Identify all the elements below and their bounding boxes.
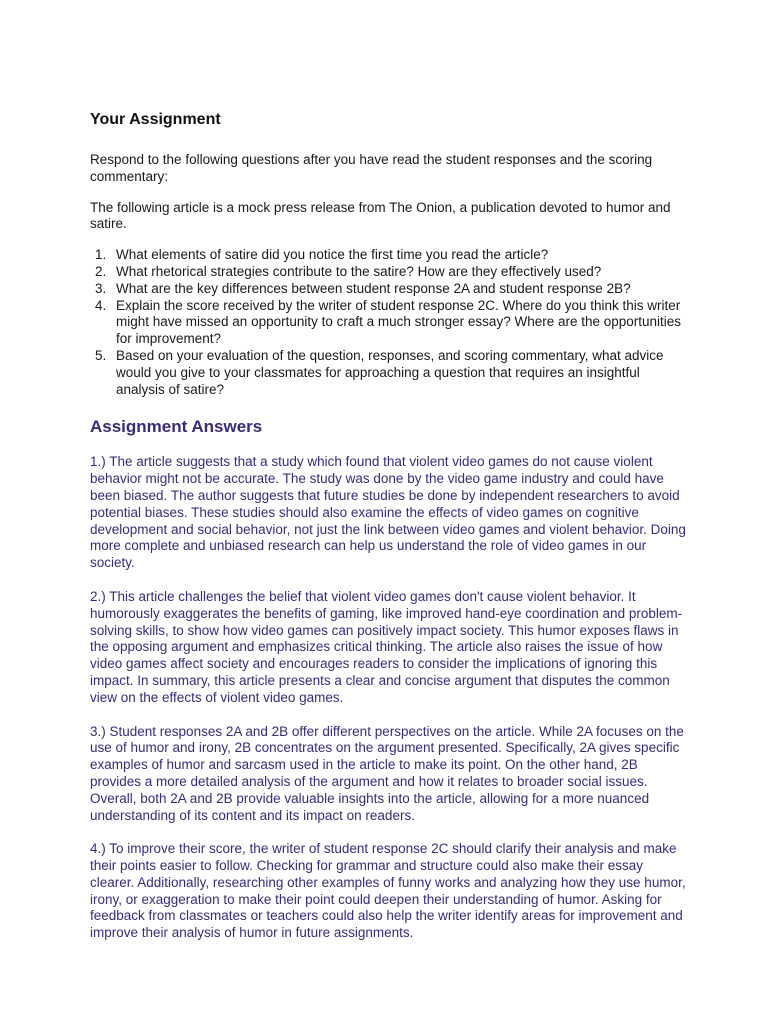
answers-heading: Assignment Answers (90, 417, 263, 437)
assignment-heading: Your Assignment (90, 111, 221, 128)
answer-paragraph: 1.) The article suggests that a study which found that violent video games do not cause violent behavior might not be accurate. The study was done by the video game industry and could have been biased. The author suggests that future studies be done by independent researchers to avoid potential biases. These studies should also examine the effects of video games on cognitive development and social behavior, not just the link between video games and violent behavior. Doing more complete and unbiased research can help us understand the role of video games in our society. (90, 454, 686, 571)
list-item: 4. Explain the score received by the writer of student response 2C. Where do you think this writer might have missed an opportunity to craft a much stronger essay? Where are the opportunities for improvement? (110, 298, 690, 348)
list-item: 5. Based on your evaluation of the question, responses, and scoring commentary, what advice would you give to your classmates for approaching a question that requires an insightful analysis of satire? (110, 348, 690, 398)
answer-paragraph: 2.) This article challenges the belief that violent video games don't cause violent behavior. It humorously exaggerates the benefits of gaming, like improved hand-eye coordination and problem-solving skills, to show how video games can positively impact society. This humor exposes flaws in the opposing argument and emphasizes critical thinking. The article also raises the issue of how video games affect society and encourages readers to consider the implications of ignoring this impact. In summary, this article presents a clear and concise argument that disputes the common view on the effects of violent video games. (90, 588, 683, 705)
article-note: The following article is a mock press release from The Onion, a publication devoted to humor and satire. (90, 199, 671, 232)
answer-paragraph: 4.) To improve their score, the writer of student response 2C should clarify their analysis and make their points easier to follow. Checking for grammar and structure could also make their essay clearer. Additionally, researching other examples of funny works and analyzing how they use humor, irony, or exaggeration to make their point could deepen their understanding of humor. Asking for feedback from classmates or teachers could also help the writer identify areas for improvement and improve their analysis of humor in future assignments. (90, 841, 686, 941)
answer-paragraph: 3.) Student responses 2A and 2B offer different perspectives on the article. While 2A focuses on the use of humor and irony, 2B concentrates on the argument presented. Specifically, 2A gives specific examples of humor and sarcasm used in the article to make its point. On the other hand, 2B provides a more detailed analysis of the argument and how it relates to broader social issues. Overall, both 2A and 2B provide valuable insights into the article, allowing for a more nuanced understanding of its content and its impact on readers. (90, 723, 684, 823)
list-item: 3. What are the key differences between student response 2A and student response 2B? (110, 281, 690, 298)
question-list (90, 247, 690, 398)
list-item: 2. What rhetorical strategies contribute to the satire? How are they effectively used? (110, 264, 690, 281)
list-item: 1. What elements of satire did you notice the first time you read the article? (110, 247, 690, 264)
document-page (90, 110, 690, 959)
assignment-intro: Respond to the following questions after you have read the student responses and the scoring commentary: (90, 152, 653, 184)
